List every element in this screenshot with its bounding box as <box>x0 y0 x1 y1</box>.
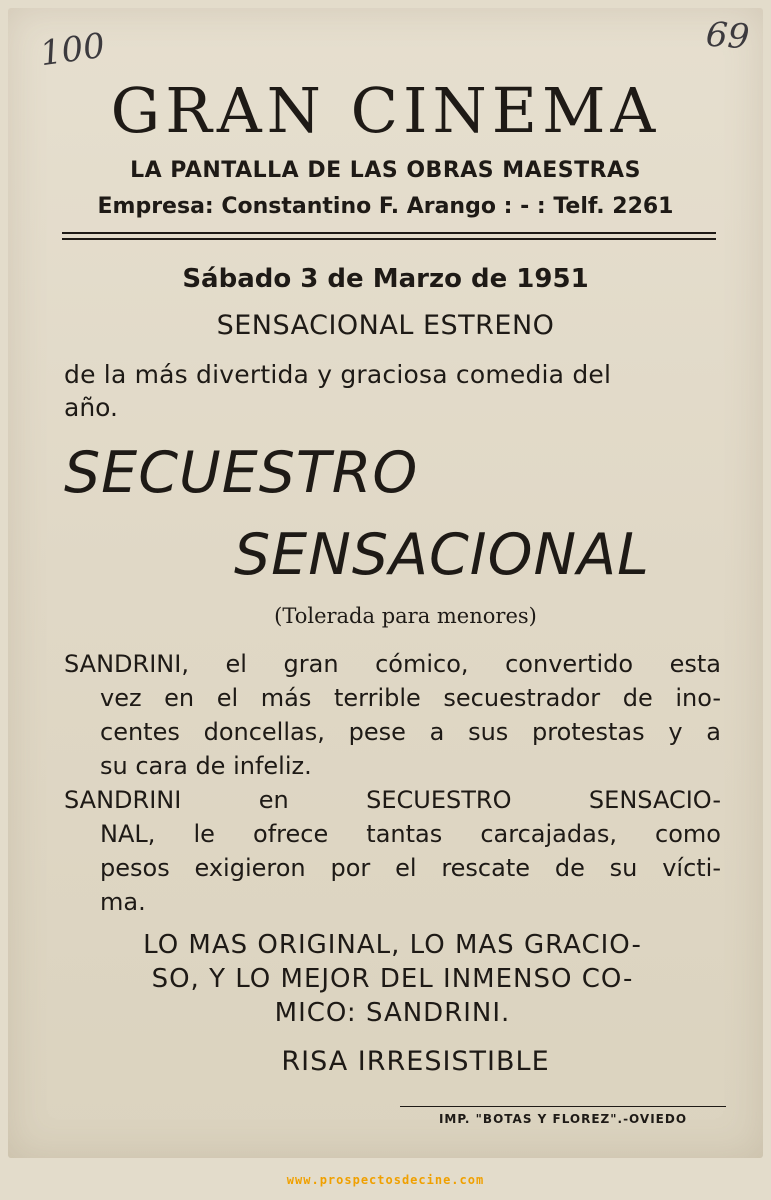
event-date: Sábado 3 de Marzo de 1951 <box>182 264 589 294</box>
paragraph-1-line: su cara de infeliz. <box>100 752 312 780</box>
film-title-line-1: SECUESTRO <box>64 440 419 506</box>
paragraph-1-line: SANDRINI, el gran cómico, convertido esta <box>64 650 721 678</box>
paragraph-1-line: centes doncellas, pese a sus protestas y a <box>100 718 721 746</box>
paragraph-2-line: ma. <box>100 888 146 916</box>
closing-line: LO MAS ORIGINAL, LO MAS GRACIO- <box>143 930 642 960</box>
intro-line-1: de la más divertida y graciosa comedia del <box>64 360 612 389</box>
printer-credit: IMP. "BOTAS Y FLOREZ".-OVIEDO <box>400 1106 726 1126</box>
closing-text <box>64 928 721 1030</box>
paragraph-1-line: vez en el más terrible secuestrador de ino- <box>100 684 721 712</box>
event-headline: SENSACIONAL ESTRENO <box>216 310 555 341</box>
closing-line: SO, Y LO MEJOR DEL INMENSO CO- <box>151 964 634 994</box>
handwritten-number-right: 69 <box>704 14 751 58</box>
cinema-tagline: LA PANTALLA DE LAS OBRAS MAESTRAS <box>130 158 641 183</box>
paragraph-2-line: NAL, le ofrece tantas carcajadas, como <box>100 820 721 848</box>
closing-line: MICO: SANDRINI. <box>274 998 511 1028</box>
website-watermark: www.prospectosdecine.com <box>286 1173 485 1187</box>
company-info: Empresa: Constantino F. Arango : - : Telf. 2261 <box>97 194 674 219</box>
handwritten-number-left: 100 <box>37 25 108 75</box>
paragraph-1 <box>64 647 721 783</box>
cinema-title: GRAN CINEMA <box>110 74 661 147</box>
film-rating: (Tolerada para menores) <box>274 604 537 628</box>
film-title-line-2: SENSACIONAL <box>234 522 650 588</box>
header-rule-bottom <box>62 238 716 240</box>
closing-tagline: RISA IRRESISTIBLE <box>281 1046 550 1077</box>
paragraph-2-line: pesos exigieron por el rescate de su vícti- <box>100 854 721 882</box>
intro-line-2: año. <box>64 393 118 422</box>
paragraph-2 <box>64 783 721 919</box>
paragraph-2-line: SANDRINI en SECUESTRO SENSACIO- <box>64 786 721 814</box>
header-rule-top <box>62 232 716 234</box>
